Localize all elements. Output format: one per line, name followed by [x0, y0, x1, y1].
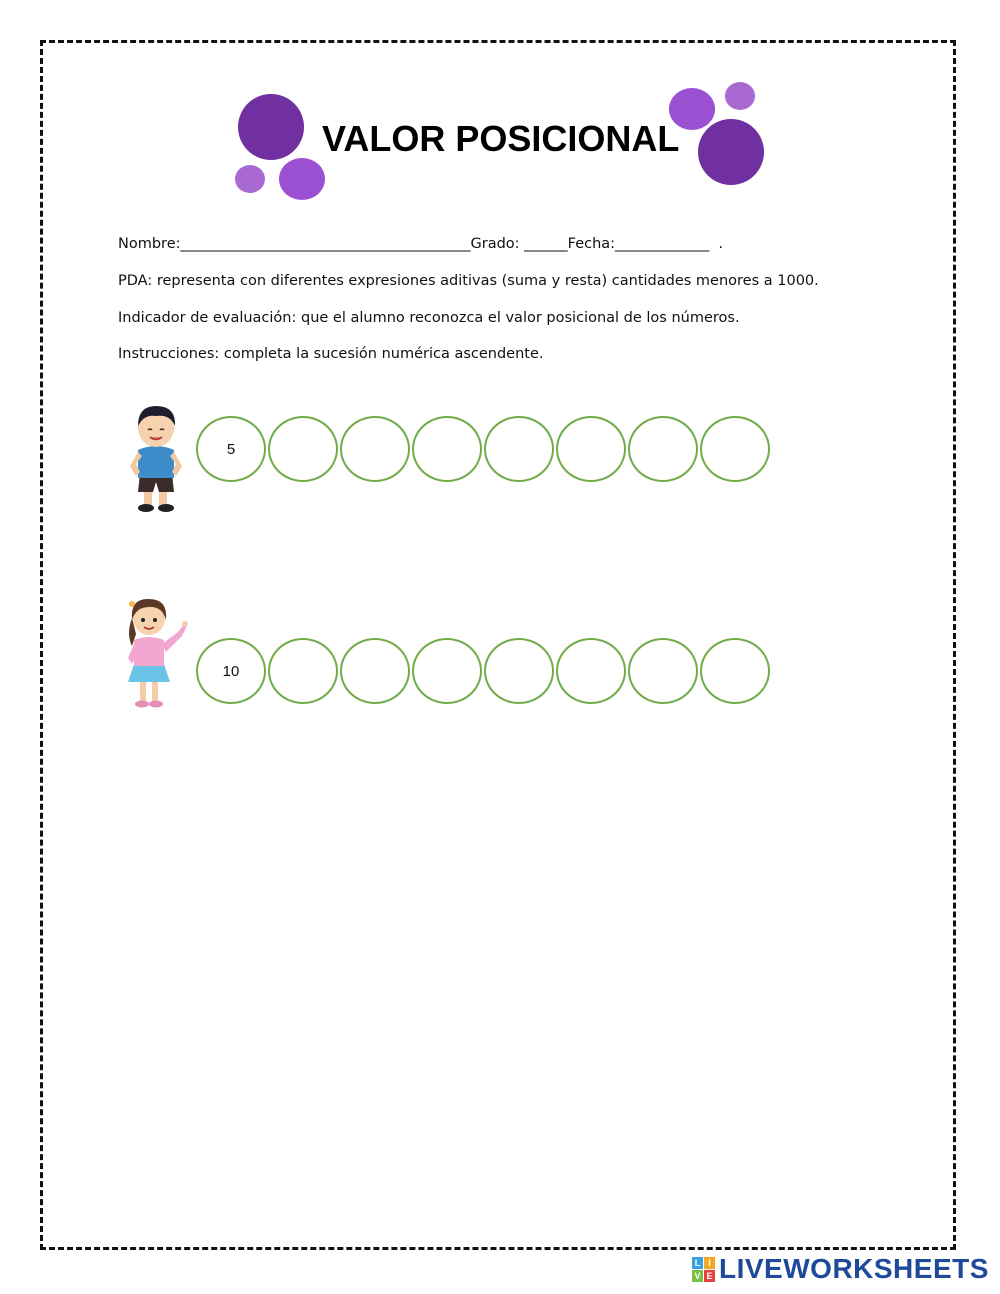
sequence-circle[interactable]	[628, 416, 698, 482]
boy-illustration	[126, 400, 188, 514]
sequence-circle[interactable]	[340, 416, 410, 482]
decor-bubble	[238, 94, 304, 160]
liveworksheets-watermark	[692, 1254, 989, 1284]
logo-letter: I	[704, 1257, 715, 1269]
decor-bubble	[698, 119, 764, 185]
sequence-row-2	[196, 638, 776, 710]
page-title: VALOR POSICIONAL	[322, 118, 680, 159]
sequence-circle[interactable]	[628, 638, 698, 704]
sequence-circle[interactable]	[484, 416, 554, 482]
sequence-circle[interactable]	[340, 638, 410, 704]
sequence-row-1	[196, 416, 776, 488]
student-info-line[interactable]: Nombre:________________________________________Grado: ______Fecha:_____________ .	[118, 236, 724, 252]
liveworksheets-logo-icon	[692, 1257, 715, 1282]
sequence-circle[interactable]: 10	[196, 638, 266, 704]
sequence-circle[interactable]	[700, 416, 770, 482]
indicator-text: Indicador de evaluación: que el alumno reconozca el valor posicional de los números.	[118, 310, 740, 326]
girl-illustration	[118, 594, 190, 712]
sequence-circle[interactable]	[700, 638, 770, 704]
sequence-circle[interactable]	[412, 416, 482, 482]
logo-letter: L	[692, 1257, 703, 1269]
sequence-circle[interactable]: 5	[196, 416, 266, 482]
sequence-circle[interactable]	[556, 416, 626, 482]
sequence-circle[interactable]	[484, 638, 554, 704]
sequence-circle[interactable]	[412, 638, 482, 704]
sequence-circle[interactable]	[268, 638, 338, 704]
sequence-circle[interactable]	[268, 416, 338, 482]
instructions-text: Instrucciones: completa la sucesión numérica ascendente.	[118, 346, 544, 362]
decor-bubble	[235, 165, 265, 193]
pda-text: PDA: representa con diferentes expresiones aditivas (suma y resta) cantidades menores a 1000.	[118, 273, 819, 289]
decor-bubble	[725, 82, 755, 110]
decor-bubble	[279, 158, 325, 200]
logo-letter: V	[692, 1270, 703, 1282]
sequence-circle[interactable]	[556, 638, 626, 704]
watermark-text: LIVEWORKSHEETS	[719, 1253, 989, 1284]
logo-letter: E	[704, 1270, 715, 1282]
